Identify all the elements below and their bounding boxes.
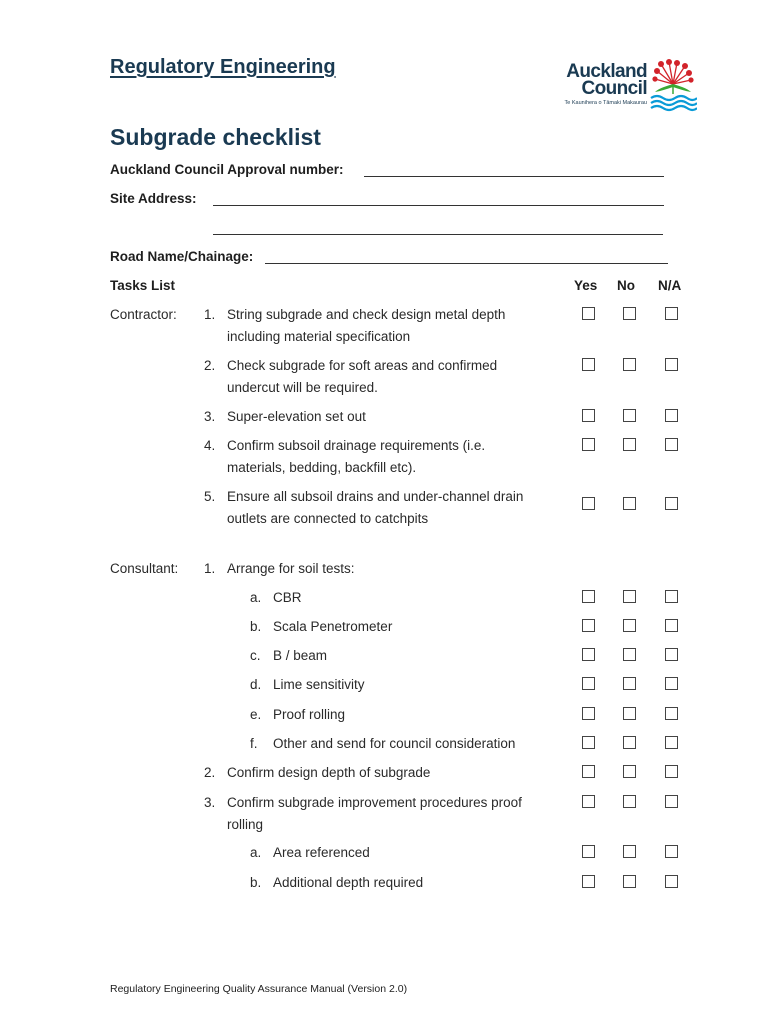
- item-number: 2.: [204, 358, 216, 373]
- checkbox-no[interactable]: [623, 736, 636, 749]
- checkbox-na[interactable]: [665, 307, 678, 320]
- item-number: a.: [250, 845, 262, 860]
- item-text: Additional depth required: [273, 875, 424, 890]
- item-number: 4.: [204, 438, 216, 453]
- checkbox-yes[interactable]: [582, 707, 595, 720]
- checkbox-no[interactable]: [623, 497, 636, 510]
- item-text: Proof rolling: [273, 707, 346, 722]
- checkbox-na[interactable]: [665, 845, 678, 858]
- logo-line2: Council: [581, 78, 647, 99]
- checkbox-no[interactable]: [623, 409, 636, 422]
- checkbox-yes[interactable]: [582, 358, 595, 371]
- checkbox-na[interactable]: [665, 765, 678, 778]
- no-column-header: No: [617, 278, 635, 293]
- item-text: Check subgrade for soft areas and confirmed: [227, 358, 498, 373]
- checkbox-yes[interactable]: [582, 409, 595, 422]
- logo-line1: Auckland: [566, 61, 647, 82]
- header-title: Regulatory Engineering: [110, 56, 336, 78]
- checkbox-no[interactable]: [623, 795, 636, 808]
- item-text: B / beam: [273, 648, 328, 663]
- item-number: 3.: [204, 409, 216, 424]
- na-column-header: N/A: [658, 278, 682, 293]
- checkbox-yes[interactable]: [582, 590, 595, 603]
- checkbox-yes[interactable]: [582, 677, 595, 690]
- checkbox-no[interactable]: [623, 358, 636, 371]
- checkbox-yes[interactable]: [582, 497, 595, 510]
- item-text: rolling: [227, 817, 264, 832]
- checkbox-yes[interactable]: [582, 845, 595, 858]
- checkbox-na[interactable]: [665, 358, 678, 371]
- approval-number-field[interactable]: [364, 176, 664, 177]
- document-title: Subgrade checklist: [110, 124, 321, 150]
- item-number: b.: [250, 619, 262, 634]
- item-number: 2.: [204, 765, 216, 780]
- site-address-field[interactable]: [213, 205, 664, 206]
- checkbox-na[interactable]: [665, 619, 678, 632]
- item-text: materials, bedding, backfill etc).: [227, 460, 417, 475]
- checkbox-na[interactable]: [665, 795, 678, 808]
- checkbox-yes[interactable]: [582, 765, 595, 778]
- checkbox-yes[interactable]: [582, 438, 595, 451]
- item-text: Confirm subsoil drainage requirements (i.e.: [227, 438, 486, 453]
- item-number: 3.: [204, 795, 216, 810]
- checkbox-yes[interactable]: [582, 307, 595, 320]
- checkbox-na[interactable]: [665, 497, 678, 510]
- checkbox-na[interactable]: [665, 409, 678, 422]
- item-text: Arrange for soil tests:: [227, 561, 355, 576]
- item-text: Scala Penetrometer: [273, 619, 393, 634]
- tasks-list-header: Tasks List: [110, 278, 176, 293]
- item-number: e.: [250, 707, 262, 722]
- checkbox-no[interactable]: [623, 707, 636, 720]
- auckland-council-logo: [545, 58, 697, 112]
- item-text: Confirm subgrade improvement procedures proof: [227, 795, 522, 810]
- checkbox-no[interactable]: [623, 845, 636, 858]
- site-address-field-line2[interactable]: [213, 234, 663, 235]
- road-name-field[interactable]: [265, 263, 668, 264]
- item-text: undercut will be required.: [227, 380, 378, 395]
- item-text: outlets are connected to catchpits: [227, 511, 429, 526]
- checkbox-no[interactable]: [623, 765, 636, 778]
- item-text: Lime sensitivity: [273, 677, 365, 692]
- footer-text: Regulatory Engineering Quality Assurance Manual (Version 2.0): [110, 983, 408, 995]
- road-name-label: Road Name/Chainage:: [110, 249, 254, 264]
- checkbox-no[interactable]: [623, 438, 636, 451]
- checkbox-na[interactable]: [665, 648, 678, 661]
- approval-number-label: Auckland Council Approval number:: [110, 162, 344, 177]
- contractor-section-label: Contractor:: [110, 307, 177, 322]
- item-number: a.: [250, 590, 262, 605]
- checkbox-yes[interactable]: [582, 875, 595, 888]
- checkbox-yes[interactable]: [582, 619, 595, 632]
- checkbox-no[interactable]: [623, 307, 636, 320]
- checkbox-no[interactable]: [623, 677, 636, 690]
- item-number: 5.: [204, 489, 216, 504]
- item-text: CBR: [273, 590, 302, 605]
- item-number: 1.: [204, 307, 216, 322]
- item-text: Confirm design depth of subgrade: [227, 765, 431, 780]
- item-number: b.: [250, 875, 262, 890]
- item-text: including material specification: [227, 329, 411, 344]
- checkbox-yes[interactable]: [582, 795, 595, 808]
- item-text: Other and send for council consideration: [273, 736, 516, 751]
- checkbox-na[interactable]: [665, 875, 678, 888]
- checkbox-na[interactable]: [665, 707, 678, 720]
- site-address-label: Site Address:: [110, 191, 197, 206]
- checkbox-yes[interactable]: [582, 736, 595, 749]
- checkbox-no[interactable]: [623, 648, 636, 661]
- checkbox-no[interactable]: [623, 875, 636, 888]
- item-number: f.: [250, 736, 258, 751]
- logo-tagline: Te Kaunihera o Tāmaki Makaurau: [564, 100, 647, 106]
- item-number: d.: [250, 677, 262, 692]
- checkbox-na[interactable]: [665, 438, 678, 451]
- checkbox-no[interactable]: [623, 619, 636, 632]
- consultant-section-label: Consultant:: [110, 561, 179, 576]
- checkbox-yes[interactable]: [582, 648, 595, 661]
- checkbox-na[interactable]: [665, 736, 678, 749]
- pohutukawa-flower-icon: [649, 58, 697, 112]
- item-text: Super-elevation set out: [227, 409, 366, 424]
- checkbox-no[interactable]: [623, 590, 636, 603]
- item-text: Ensure all subsoil drains and under-channel drain: [227, 489, 524, 504]
- checkbox-na[interactable]: [665, 677, 678, 690]
- checkbox-na[interactable]: [665, 590, 678, 603]
- item-number: 1.: [204, 561, 216, 576]
- yes-column-header: Yes: [574, 278, 598, 293]
- item-text: Area referenced: [273, 845, 370, 860]
- item-number: c.: [250, 648, 261, 663]
- item-text: String subgrade and check design metal depth: [227, 307, 506, 322]
